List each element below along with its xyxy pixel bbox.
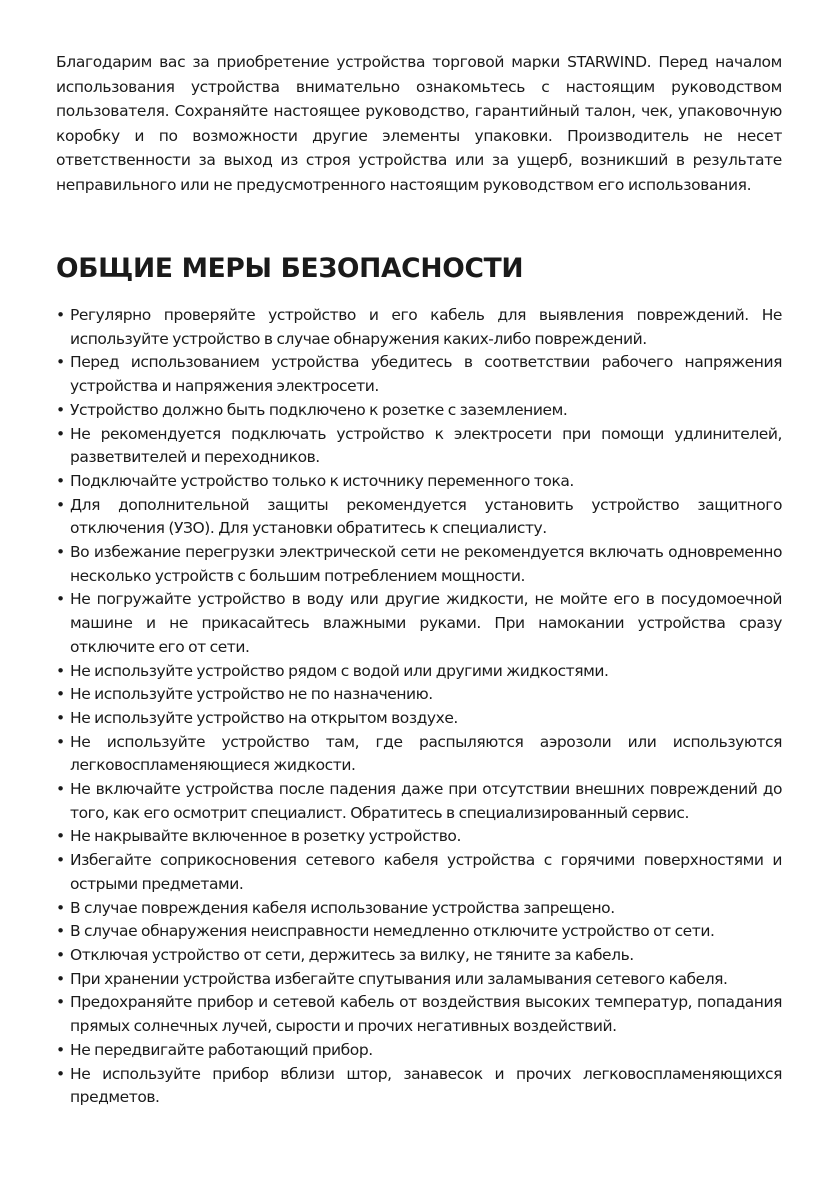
- bullet-icon: •: [56, 306, 65, 324]
- bullet-icon: •: [56, 1064, 65, 1083]
- intro-paragraph: Благодарим вас за приобретение устройства торговой марки STARWIND. Перед началом использования устройства внимательно ознакомьтесь с настоящим руководством пользователя. Сохраняйте настоящее руководство, гарантийный талон, чек, упаковочную коробку и по возможности другие элементы упаковки. Производитель не несет ответственности за выход из строя устройства или за ущерб, возникший в результате неправильного или не предусмотренного настоящим руководством его использования.: [56, 53, 782, 194]
- list-item: [56, 660, 782, 684]
- list-item: [56, 588, 782, 659]
- list-item: [56, 1063, 782, 1110]
- list-item-text: Не используйте устройство там, где распыляются аэрозоли или используются легковоспламеняющиеся жидкости.: [70, 732, 782, 775]
- section-title: ОБЩИЕ МЕРЫ БЕЗОПАСНОСТИ: [56, 253, 524, 284]
- bullet-icon: •: [56, 898, 65, 917]
- list-item: [56, 849, 782, 896]
- list-item-text: Не используйте устройство не по назначению.: [70, 685, 433, 704]
- list-item-text: Устройство должно быть подключено к розетке с заземлением.: [70, 400, 568, 419]
- list-item-text: Подключайте устройство только к источнику переменного тока.: [70, 471, 574, 490]
- list-item-text: Регулярно проверяйте устройство и его кабель для выявления повреждений. Не используйте устройство в случае обнаружения каких-либо повреждений.: [70, 306, 782, 348]
- list-item-text: При хранении устройства избегайте спутывания или заламывания сетевого кабеля.: [70, 969, 728, 988]
- list-item: [56, 825, 782, 849]
- list-item: [56, 304, 782, 351]
- list-item-text: Не используйте устройство рядом с водой или другими жидкостями.: [70, 661, 609, 680]
- list-item-text: Не накрывайте включенное в розетку устройство.: [70, 827, 461, 846]
- bullet-icon: •: [56, 945, 65, 964]
- list-item: [56, 399, 782, 423]
- bullet-icon: •: [56, 400, 65, 419]
- list-item-text: Не рекомендуется подключать устройство к электросети при помощи удлинителей, разветвителей и переходников.: [70, 424, 782, 467]
- list-item-text: В случае обнаружения неисправности немедленно отключите устройство от сети.: [70, 922, 715, 941]
- bullet-icon: •: [56, 353, 65, 372]
- list-item-text: Не погружайте устройство в воду или другие жидкости, не мойте его в посудомоечной машине и не прикасайтесь влажными руками. При намокании устройства сразу отключите его от сети.: [70, 590, 782, 656]
- list-item: [56, 897, 782, 921]
- list-item: [56, 731, 782, 778]
- bullet-icon: •: [56, 993, 65, 1012]
- bullet-icon: •: [56, 780, 65, 799]
- list-item-text: Перед использованием устройства убедитесь в соответствии рабочего напряжения устройства и напряжения электросети.: [70, 353, 782, 396]
- list-item: [56, 968, 782, 992]
- list-item-text: Не используйте прибор вблизи штор, занавесок и прочих легковоспламеняющихся предметов.: [70, 1064, 782, 1107]
- list-item: [56, 470, 782, 494]
- bullet-icon: •: [56, 1040, 65, 1059]
- bullet-icon: •: [56, 685, 65, 704]
- list-item-text: Избегайте соприкосновения сетевого кабеля устройства с горячими поверхностями и острыми предметами.: [70, 851, 782, 893]
- list-item-text: Не используйте устройство на открытом воздухе.: [70, 708, 458, 727]
- list-item-text: В случае повреждения кабеля использование устройства запрещено.: [70, 898, 615, 917]
- list-item: [56, 351, 782, 398]
- bullet-icon: •: [56, 827, 65, 846]
- bullet-icon: •: [56, 495, 65, 514]
- list-item: [56, 920, 782, 944]
- bullet-icon: •: [56, 922, 65, 941]
- bullet-icon: •: [56, 543, 65, 562]
- list-item: [56, 423, 782, 470]
- list-item: [56, 494, 782, 541]
- list-item: [56, 991, 782, 1038]
- list-item-text: Отключая устройство от сети, держитесь за вилку, не тяните за кабель.: [70, 945, 634, 964]
- list-item: [56, 541, 782, 588]
- bullet-icon: •: [56, 590, 65, 609]
- list-item-text: Предохраняйте прибор и сетевой кабель от воздействия высоких температур, попадания прямых солнечных лучей, сырости и прочих негативных воздействий.: [70, 993, 782, 1036]
- list-item: [56, 778, 782, 825]
- bullet-icon: •: [56, 424, 65, 443]
- list-item: [56, 683, 782, 707]
- bullet-icon: •: [56, 471, 65, 490]
- safety-list: [56, 304, 782, 1110]
- bullet-icon: •: [56, 661, 65, 680]
- list-item: [56, 1039, 782, 1063]
- bullet-icon: •: [56, 732, 65, 751]
- bullet-icon: •: [56, 969, 65, 988]
- bullet-icon: •: [56, 708, 65, 727]
- list-item-text: Не передвигайте работающий прибор.: [70, 1040, 373, 1059]
- list-item-text: Во избежание перегрузки электрической сети не рекомендуется включать одновременно несколько устройств с большим потреблением мощности.: [70, 543, 782, 585]
- list-item-text: Не включайте устройства после падения даже при отсутствии внешних повреждений до того, как его осмотрит специалист. Обратитесь в специализированный сервис.: [70, 780, 782, 822]
- list-item: [56, 944, 782, 968]
- bullet-icon: •: [56, 851, 65, 870]
- list-item-text: Для дополнительной защиты рекомендуется установить устройство защитного отключения (УЗО). Для установки обратитесь к специалисту.: [70, 495, 782, 538]
- manual-page: [56, 50, 782, 1110]
- list-item: [56, 707, 782, 731]
